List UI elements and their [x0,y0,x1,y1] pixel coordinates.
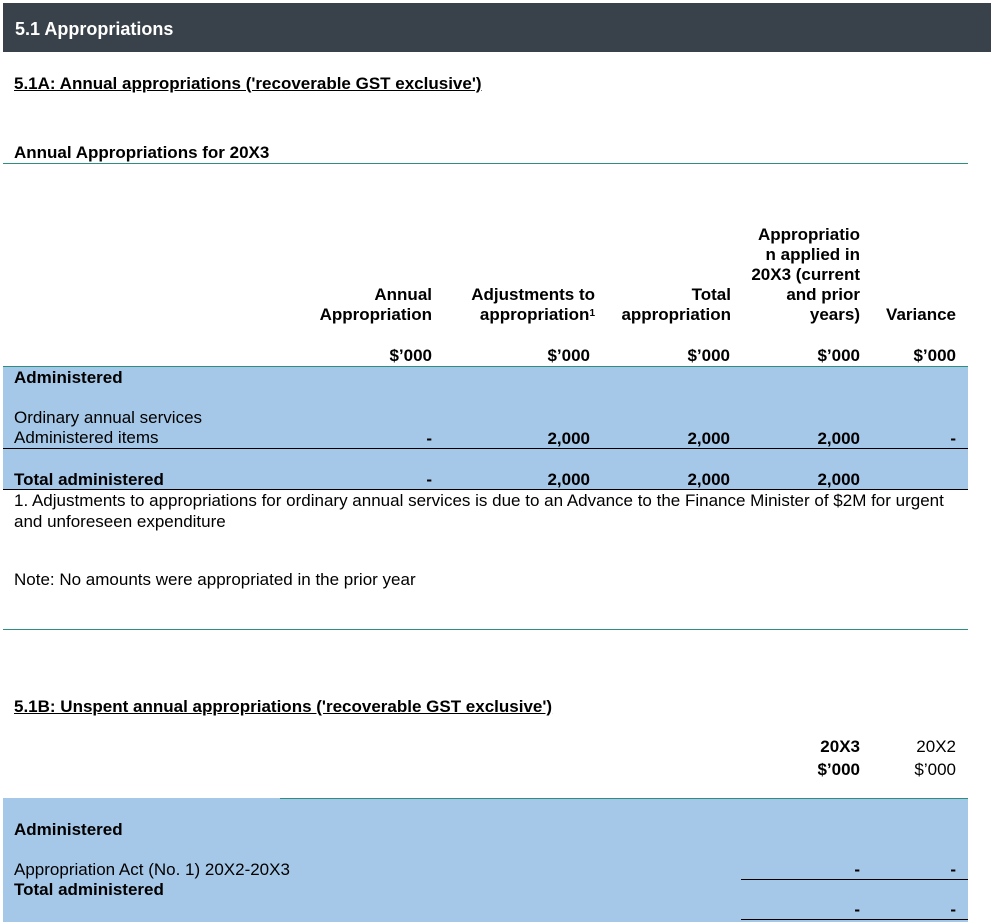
total-value-applied: 2,000 [817,470,860,489]
section-b-heading: 5.1B: Unspent annual appropriations ('recoverable GST exclusive') [14,697,553,716]
row-value-variance: - [950,429,956,448]
col-b-year-current: 20X3 [820,737,860,756]
unit-variance: $’000 [913,346,956,365]
section-title: 5.1 Appropriations [15,19,174,39]
b-total-label: Total administered [14,880,164,899]
b-total-value-current: - [854,900,860,919]
b-row-value-prior: - [950,860,956,879]
unit-annual: $’000 [389,346,432,365]
table-b-top-rule [280,798,968,799]
section-a-end-rule [3,629,968,630]
col-b-unit-prior: $’000 [914,760,956,779]
row-value-total: 2,000 [687,429,730,448]
col-head-applied: Appropriatio n applied in 20X3 (current and prior years) [751,225,860,324]
b-row-label: Appropriation Act (No. 1) 20X2-20X3 [14,860,290,879]
col-b-unit-current: $’000 [817,760,860,779]
section-a-heading: 5.1A: Annual appropriations ('recoverable GST exclusive') [14,74,482,93]
table-title-rule [3,163,968,164]
table-a-top-rule [3,366,968,367]
unit-applied: $’000 [817,346,860,365]
col-head-adjustments-text: Adjustments to appropriation [471,285,595,324]
b-total-rule [741,919,968,920]
total-value-adjustments: 2,000 [547,470,590,489]
row-value-applied: 2,000 [817,429,860,448]
col-head-annual: Annual Appropriation [319,285,432,324]
col-head-adjustments [450,285,595,325]
col-head-total: Total appropriation [621,285,731,324]
b-total-value-prior: - [950,900,956,919]
total-value-annual: - [426,470,432,489]
group-label: Administered [14,368,123,387]
col-b-year-prior: 20X2 [916,737,956,756]
section-header-bar [3,3,991,52]
b-row-rule [741,879,968,880]
b-row-value-current: - [854,860,860,879]
col-head-variance: Variance [886,305,956,324]
table-title: Annual Appropriations for 20X3 [14,143,270,162]
unit-total: $’000 [687,346,730,365]
total-label: Total administered [14,470,164,489]
total-value-total: 2,000 [687,470,730,489]
row-rule [3,448,968,449]
footnote: 1. Adjustments to appropriations for ordinary annual services is due to an Advance to the Finance Minister of $2M for urgent and unforeseen expenditure [14,491,944,531]
footnote-marker: 1 [589,308,595,319]
row-value-annual: - [426,429,432,448]
row-label: Administered items [14,428,159,447]
row-value-adjustments: 2,000 [547,429,590,448]
subgroup-label: Ordinary annual services [14,408,203,427]
unit-adjustments: $’000 [547,346,590,365]
note: Note: No amounts were appropriated in the prior year [14,570,416,589]
b-group-label: Administered [14,820,123,839]
